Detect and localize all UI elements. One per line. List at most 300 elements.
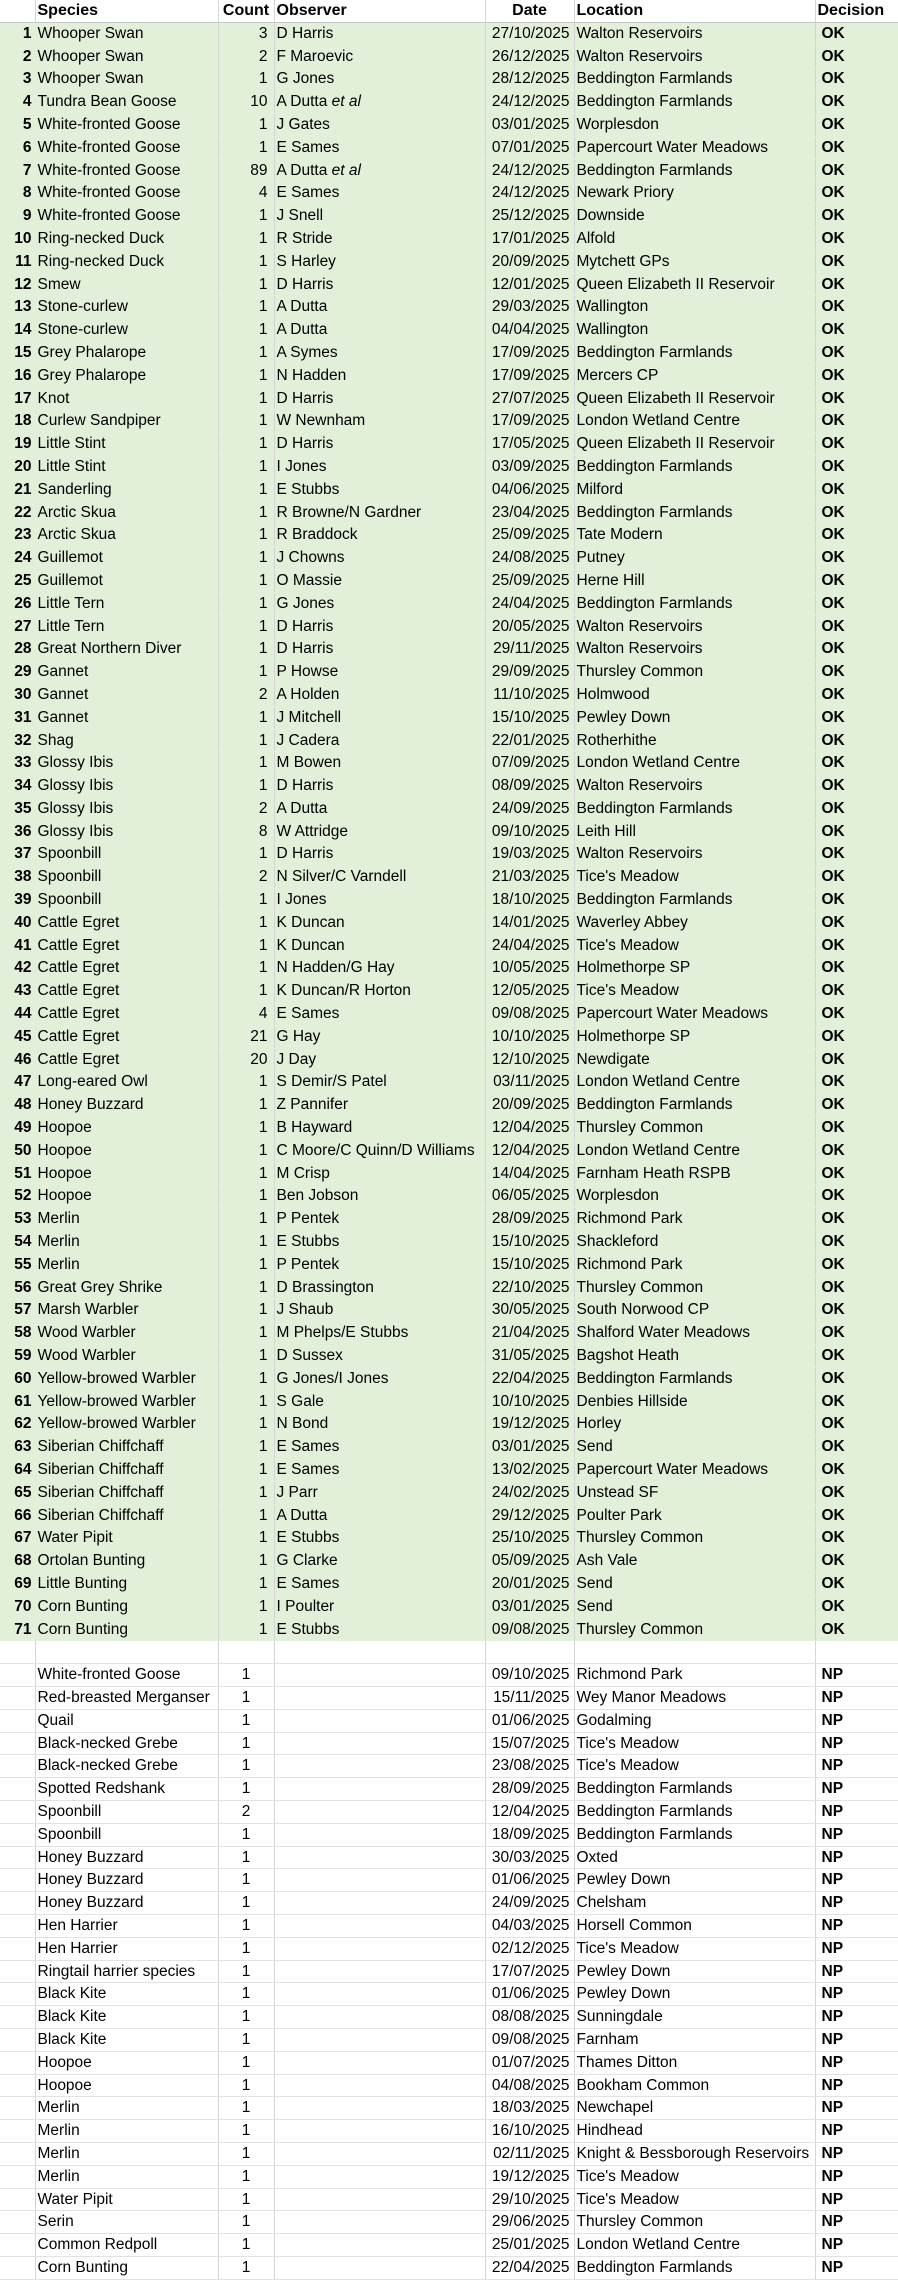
species-cell: Cattle Egret [35, 934, 218, 957]
observer-name: G Jones/I Jones [276, 1369, 389, 1387]
observer-cell [274, 980, 485, 1003]
species-cell: Glossy Ibis [35, 775, 218, 798]
count-cell: 1 [218, 1481, 274, 1504]
header-observer: Observer [274, 0, 485, 22]
observer-cell [274, 1117, 485, 1140]
observer-cell [274, 1208, 485, 1231]
observer-cell [274, 205, 485, 228]
species-cell: Guillemot [35, 569, 218, 592]
date-cell: 13/02/2025 [485, 1459, 574, 1482]
observer-cell [274, 2211, 485, 2234]
location-cell: Walton Reservoirs [574, 45, 815, 68]
decision-cell: OK [815, 1162, 898, 1185]
row-number: 54 [0, 1231, 35, 1254]
count-cell: 1 [218, 1778, 274, 1801]
species-cell: Whooper Swan [35, 22, 218, 45]
decision-cell: OK [815, 889, 898, 912]
location-cell: Tice's Meadow [574, 2165, 815, 2188]
observer-cell [274, 1367, 485, 1390]
count-cell: 1 [218, 1550, 274, 1573]
species-cell: Cattle Egret [35, 911, 218, 934]
date-cell: 16/10/2025 [485, 2120, 574, 2143]
date-cell: 29/12/2025 [485, 1504, 574, 1527]
row-number: 48 [0, 1094, 35, 1117]
row-number: 49 [0, 1117, 35, 1140]
location-cell: Poulter Park [574, 1504, 815, 1527]
species-cell: Merlin [35, 2097, 218, 2120]
decision-cell: OK [815, 1572, 898, 1595]
species-cell: Little Bunting [35, 1572, 218, 1595]
count-cell: 1 [218, 2211, 274, 2234]
observer-name: N Bond [276, 1415, 329, 1433]
observer-cell [274, 433, 485, 456]
table-row [0, 615, 898, 638]
decision-cell: OK [815, 227, 898, 250]
observer-cell [274, 273, 485, 296]
row-number: 36 [0, 820, 35, 843]
date-cell: 15/07/2025 [485, 1732, 574, 1755]
location-cell: Tate Modern [574, 524, 815, 547]
species-cell: Glossy Ibis [35, 820, 218, 843]
row-number: 20 [0, 455, 35, 478]
decision-cell: OK [815, 250, 898, 273]
date-cell: 12/05/2025 [485, 980, 574, 1003]
observer-name: D Harris [276, 617, 334, 635]
location-cell: Horsell Common [574, 1914, 815, 1937]
observer-cell [274, 729, 485, 752]
count-cell: 1 [218, 227, 274, 250]
row-number: 40 [0, 911, 35, 934]
date-cell: 19/12/2025 [485, 1413, 574, 1436]
decision-cell: OK [815, 91, 898, 114]
location-cell: Beddington Farmlands [574, 501, 815, 524]
observer-cell [274, 1345, 485, 1368]
table-row [0, 1071, 898, 1094]
date-cell: 14/01/2025 [485, 911, 574, 934]
observer-name: F Maroevic [276, 47, 354, 65]
location-cell: Beddington Farmlands [574, 592, 815, 615]
date-cell: 24/09/2025 [485, 797, 574, 820]
location-cell: Wallington [574, 319, 815, 342]
decision-cell: NP [815, 1709, 898, 1732]
row-number: 23 [0, 524, 35, 547]
decision-cell: NP [815, 2211, 898, 2234]
decision-cell: OK [815, 911, 898, 934]
location-cell: Walton Reservoirs [574, 775, 815, 798]
decision-cell: OK [815, 1595, 898, 1618]
species-cell: Spoonbill [35, 1823, 218, 1846]
species-cell: Gannet [35, 661, 218, 684]
observer-cell [274, 1892, 485, 1915]
observer-name: E Sames [276, 1574, 340, 1592]
row-number [0, 1983, 35, 2006]
species-cell: Ring-necked Duck [35, 227, 218, 250]
species-cell: Black Kite [35, 1983, 218, 2006]
table-row [0, 1846, 898, 1869]
count-cell: 1 [218, 2188, 274, 2211]
table-row [0, 820, 898, 843]
species-cell: Hoopoe [35, 1139, 218, 1162]
date-cell: 17/07/2025 [485, 1960, 574, 1983]
row-number [0, 1823, 35, 1846]
decision-cell: OK [815, 683, 898, 706]
location-cell: Beddington Farmlands [574, 68, 815, 91]
location-cell: Oxted [574, 1846, 815, 1869]
species-cell: Sanderling [35, 478, 218, 501]
species-cell: Knot [35, 387, 218, 410]
decision-cell: OK [815, 1390, 898, 1413]
row-number: 32 [0, 729, 35, 752]
observer-name: A Holden [276, 685, 340, 703]
table-row [0, 1869, 898, 1892]
location-cell: Thursley Common [574, 1527, 815, 1550]
observer-name: C Moore/C Quinn/D Williams [276, 1141, 475, 1159]
observer-name: K Duncan/R Horton [276, 982, 411, 1000]
location-cell: Sunningdale [574, 2006, 815, 2029]
decision-cell: NP [815, 1778, 898, 1801]
species-cell: Hoopoe [35, 1162, 218, 1185]
row-number: 34 [0, 775, 35, 798]
count-cell: 1 [218, 1664, 274, 1687]
date-cell: 27/10/2025 [485, 22, 574, 45]
observer-cell [274, 1869, 485, 1892]
row-number: 35 [0, 797, 35, 820]
decision-cell: OK [815, 1048, 898, 1071]
table-row [0, 957, 898, 980]
row-number [0, 2142, 35, 2165]
decision-cell: OK [815, 1025, 898, 1048]
table-row [0, 1686, 898, 1709]
count-cell: 1 [218, 547, 274, 570]
row-number [0, 1755, 35, 1778]
date-cell: 07/01/2025 [485, 136, 574, 159]
decision-cell: OK [815, 1367, 898, 1390]
count-cell: 1 [218, 1914, 274, 1937]
table-row [0, 1185, 898, 1208]
row-number: 4 [0, 91, 35, 114]
observer-cell [274, 1071, 485, 1094]
count-cell: 1 [218, 1572, 274, 1595]
decision-cell: OK [815, 433, 898, 456]
species-cell: Yellow-browed Warbler [35, 1367, 218, 1390]
row-number: 50 [0, 1139, 35, 1162]
row-number [0, 2165, 35, 2188]
table-row [0, 2256, 898, 2279]
decision-cell: OK [815, 615, 898, 638]
row-number: 2 [0, 45, 35, 68]
row-number: 9 [0, 205, 35, 228]
species-cell: Hoopoe [35, 2074, 218, 2097]
species-cell: Siberian Chiffchaff [35, 1504, 218, 1527]
observer-cell [274, 2120, 485, 2143]
decision-cell: NP [815, 1869, 898, 1892]
decision-cell: NP [815, 1755, 898, 1778]
date-cell: 07/09/2025 [485, 752, 574, 775]
observer-cell [274, 250, 485, 273]
observer-cell [274, 113, 485, 136]
count-cell: 1 [218, 2051, 274, 2074]
observer-cell [274, 1664, 485, 1687]
observer-name: E Sames [276, 138, 340, 156]
row-number: 7 [0, 159, 35, 182]
date-cell: 12/10/2025 [485, 1048, 574, 1071]
table-row [0, 1413, 898, 1436]
species-cell: Black Kite [35, 2028, 218, 2051]
species-cell: Spotted Redshank [35, 1778, 218, 1801]
row-number: 43 [0, 980, 35, 1003]
date-cell: 02/12/2025 [485, 1937, 574, 1960]
observer-cell [274, 1003, 485, 1026]
count-cell: 1 [218, 2028, 274, 2051]
observer-name: G Jones [276, 70, 335, 88]
observer-cell [274, 1276, 485, 1299]
count-cell: 1 [218, 1755, 274, 1778]
observer-cell [274, 136, 485, 159]
count-cell: 1 [218, 569, 274, 592]
observer-cell [274, 1595, 485, 1618]
table-row [0, 2028, 898, 2051]
species-cell: Marsh Warbler [35, 1299, 218, 1322]
decision-cell: OK [815, 1276, 898, 1299]
row-number: 63 [0, 1436, 35, 1459]
date-cell: 01/07/2025 [485, 2051, 574, 2074]
table-row [0, 205, 898, 228]
observer-name: E Stubbs [276, 480, 340, 498]
species-cell: Ringtail harrier species [35, 1960, 218, 1983]
count-cell: 1 [218, 2097, 274, 2120]
observer-name: W Attridge [276, 822, 348, 840]
row-number [0, 1960, 35, 1983]
location-cell: Richmond Park [574, 1664, 815, 1687]
observer-cell [274, 1709, 485, 1732]
observer-cell [274, 91, 485, 114]
table-row [0, 1253, 898, 1276]
count-cell: 1 [218, 775, 274, 798]
species-cell: Arctic Skua [35, 501, 218, 524]
observer-cell [274, 797, 485, 820]
location-cell: Beddington Farmlands [574, 1367, 815, 1390]
location-cell: Farnham [574, 2028, 815, 2051]
observer-name: K Duncan [276, 936, 345, 954]
observer-name: J Mitchell [276, 708, 342, 726]
location-cell: Hindhead [574, 2120, 815, 2143]
location-cell: Alfold [574, 227, 815, 250]
species-cell: Great Grey Shrike [35, 1276, 218, 1299]
location-cell: Unstead SF [574, 1481, 815, 1504]
date-cell: 31/05/2025 [485, 1345, 574, 1368]
date-cell: 21/03/2025 [485, 866, 574, 889]
observer-name: E Stubbs [276, 1529, 340, 1547]
observer-cell [274, 2051, 485, 2074]
species-cell: Gannet [35, 683, 218, 706]
date-cell: 04/04/2025 [485, 319, 574, 342]
species-cell: Corn Bunting [35, 1595, 218, 1618]
observer-cell [274, 68, 485, 91]
date-cell: 05/09/2025 [485, 1550, 574, 1573]
row-number: 28 [0, 638, 35, 661]
decision-cell: OK [815, 136, 898, 159]
species-cell: Wood Warbler [35, 1345, 218, 1368]
observer-name: M Phelps/E Stubbs [276, 1324, 409, 1342]
location-cell: Papercourt Water Meadows [574, 136, 815, 159]
location-cell: Tice's Meadow [574, 934, 815, 957]
decision-cell: NP [815, 1800, 898, 1823]
observer-name: J Chowns [276, 549, 345, 567]
observer-cell [274, 592, 485, 615]
count-cell: 1 [218, 2256, 274, 2279]
observer-cell [274, 1139, 485, 1162]
count-cell: 1 [218, 592, 274, 615]
count-cell: 1 [218, 1459, 274, 1482]
table-row [0, 273, 898, 296]
row-number [0, 2120, 35, 2143]
decision-cell: OK [815, 638, 898, 661]
table-row [0, 159, 898, 182]
observer-name: J Day [276, 1050, 317, 1068]
date-cell: 29/11/2025 [485, 638, 574, 661]
date-cell: 24/12/2025 [485, 91, 574, 114]
species-cell: Siberian Chiffchaff [35, 1436, 218, 1459]
table-row [0, 1299, 898, 1322]
count-cell: 1 [218, 1367, 274, 1390]
location-cell: Walton Reservoirs [574, 615, 815, 638]
date-cell: 24/08/2025 [485, 547, 574, 570]
count-cell: 1 [218, 706, 274, 729]
count-cell: 1 [218, 2074, 274, 2097]
species-cell: Hen Harrier [35, 1937, 218, 1960]
table-row [0, 1892, 898, 1915]
row-number: 69 [0, 1572, 35, 1595]
species-cell: Whooper Swan [35, 45, 218, 68]
row-number: 10 [0, 227, 35, 250]
observer-name: G Clarke [276, 1552, 338, 1570]
decision-cell: NP [815, 2097, 898, 2120]
decision-cell: OK [815, 1299, 898, 1322]
observer-cell [274, 478, 485, 501]
row-number: 51 [0, 1162, 35, 1185]
location-cell: Thursley Common [574, 661, 815, 684]
count-cell: 1 [218, 1345, 274, 1368]
row-number: 70 [0, 1595, 35, 1618]
table-row [0, 1709, 898, 1732]
decision-cell: OK [815, 752, 898, 775]
count-cell: 1 [218, 661, 274, 684]
observer-name: A Dutta [276, 799, 328, 817]
count-cell: 1 [218, 1162, 274, 1185]
observer-name: E Stubbs [276, 1620, 340, 1638]
count-cell: 1 [218, 387, 274, 410]
observer-cell [274, 1960, 485, 1983]
observer-name: E Sames [276, 1005, 340, 1023]
date-cell: 19/12/2025 [485, 2165, 574, 2188]
count-cell: 1 [218, 341, 274, 364]
species-cell: Common Redpoll [35, 2234, 218, 2257]
location-cell: Wallington [574, 296, 815, 319]
row-number: 37 [0, 843, 35, 866]
date-cell: 01/06/2025 [485, 1709, 574, 1732]
date-cell: 09/08/2025 [485, 2028, 574, 2051]
observer-name: N Hadden/G Hay [276, 959, 395, 977]
date-cell: 10/05/2025 [485, 957, 574, 980]
count-cell: 1 [218, 273, 274, 296]
date-cell: 25/10/2025 [485, 1527, 574, 1550]
date-cell: 06/05/2025 [485, 1185, 574, 1208]
date-cell: 01/06/2025 [485, 1983, 574, 2006]
count-cell: 1 [218, 1823, 274, 1846]
observer-cell [274, 1322, 485, 1345]
decision-cell: OK [815, 592, 898, 615]
table-row [0, 1231, 898, 1254]
decision-cell: OK [815, 1504, 898, 1527]
observer-cell [274, 2142, 485, 2165]
location-cell: Beddington Farmlands [574, 1778, 815, 1801]
row-number [0, 1800, 35, 1823]
count-cell: 1 [218, 250, 274, 273]
row-number: 6 [0, 136, 35, 159]
count-cell: 1 [218, 136, 274, 159]
table-row [0, 136, 898, 159]
count-cell: 1 [218, 1253, 274, 1276]
observer-cell [274, 1778, 485, 1801]
count-cell: 1 [218, 113, 274, 136]
observer-cell [274, 227, 485, 250]
decision-cell: NP [815, 1960, 898, 1983]
date-cell: 29/09/2025 [485, 661, 574, 684]
date-cell: 29/03/2025 [485, 296, 574, 319]
observer-name: P Pentek [276, 1210, 340, 1228]
table-row [0, 45, 898, 68]
date-cell: 03/11/2025 [485, 1071, 574, 1094]
table-row [0, 797, 898, 820]
header-date: Date [485, 0, 574, 22]
species-cell: Shag [35, 729, 218, 752]
decision-cell: OK [815, 387, 898, 410]
location-cell: London Wetland Centre [574, 2234, 815, 2257]
row-number: 31 [0, 706, 35, 729]
date-cell: 23/04/2025 [485, 501, 574, 524]
row-number: 21 [0, 478, 35, 501]
species-cell: Hoopoe [35, 1117, 218, 1140]
count-cell: 1 [218, 1618, 274, 1641]
header-num [0, 0, 35, 22]
location-cell: Tice's Meadow [574, 2188, 815, 2211]
location-cell: Ash Vale [574, 1550, 815, 1573]
date-cell: 23/08/2025 [485, 1755, 574, 1778]
row-number [0, 1778, 35, 1801]
observer-name: E Sames [276, 1438, 340, 1456]
species-cell: Great Northern Diver [35, 638, 218, 661]
observer-cell [274, 364, 485, 387]
table-row [0, 661, 898, 684]
date-cell: 17/09/2025 [485, 341, 574, 364]
date-cell: 28/12/2025 [485, 68, 574, 91]
observer-cell [274, 1413, 485, 1436]
date-cell: 10/10/2025 [485, 1025, 574, 1048]
row-number: 8 [0, 182, 35, 205]
decision-cell: OK [815, 1253, 898, 1276]
count-cell: 1 [218, 1960, 274, 1983]
observer-name: O Massie [276, 571, 342, 589]
species-cell: Yellow-browed Warbler [35, 1413, 218, 1436]
date-cell: 01/06/2025 [485, 1869, 574, 1892]
decision-cell: NP [815, 2074, 898, 2097]
location-cell: Bagshot Heath [574, 1345, 815, 1368]
decision-cell: OK [815, 1481, 898, 1504]
count-cell: 1 [218, 2165, 274, 2188]
count-cell: 1 [218, 2234, 274, 2257]
date-cell: 17/05/2025 [485, 433, 574, 456]
date-cell: 18/09/2025 [485, 1823, 574, 1846]
